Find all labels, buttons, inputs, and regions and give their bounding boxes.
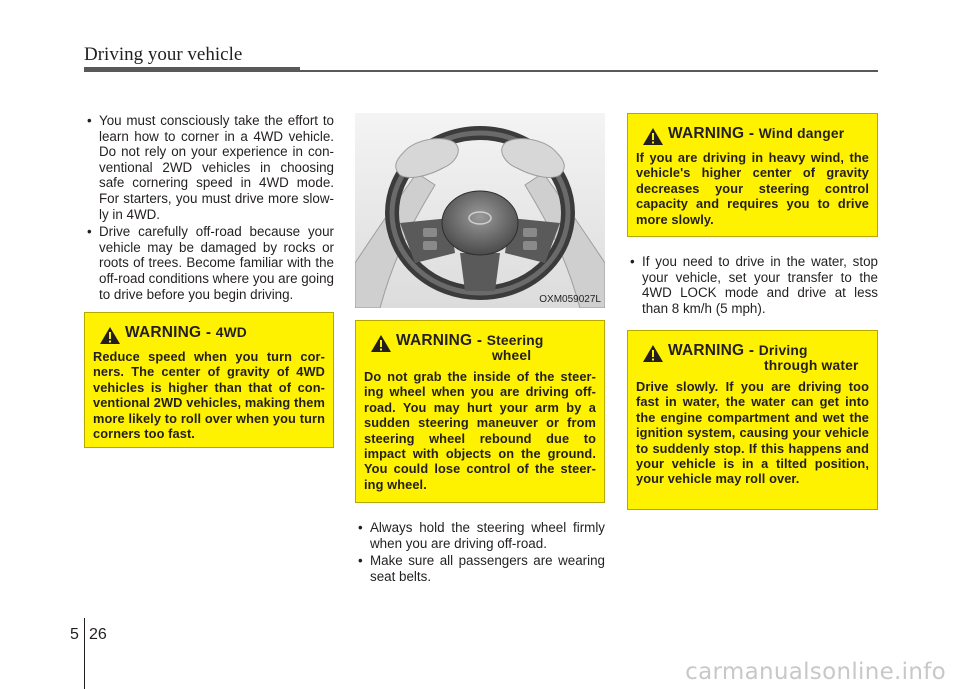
warning-title: WARNING - Wind danger <box>668 125 845 142</box>
warning-box-wind-danger <box>627 113 878 237</box>
image-code-label: OXM059027L <box>539 294 601 305</box>
steering-wheel-illustration <box>355 113 605 308</box>
footer-divider <box>84 618 85 689</box>
warning-title: WARNING - Driving through water <box>668 342 859 374</box>
warning-box-driving-through-water <box>627 330 878 510</box>
warning-body: Do not grab the inside of the steer-ing wheel when you are driving off-road. You may hurt your arm by a sudden steering maneuver or from steering wheel rebound due to impact with objects on the ground. You could lose control of the steer-ing wheel. <box>364 369 596 492</box>
warning-box-steering-wheel <box>355 320 605 503</box>
section-number: 5 <box>70 626 79 643</box>
bullet-item: • Always hold the steering wheel firmly when you are driving off-road. <box>355 520 605 551</box>
page-header-title: Driving your vehicle <box>84 44 243 65</box>
warning-body: Reduce speed when you turn cor-ners. The center of gravity of 4WD vehicles is higher than that of con-ventional 2WD vehicles, making them more likely to roll over when you turn corners too fast. <box>93 349 325 442</box>
warning-body: Drive slowly. If you are driving too fast in water, the water can get into the engine compartment and wet the ignition system, causing your vehicle to suddenly stop. If this happens and your vehicle is in a tilted position, your vehicle may roll over. <box>636 379 869 487</box>
page-number: 26 <box>89 626 107 643</box>
header-rule <box>300 70 878 72</box>
warning-header <box>364 321 596 369</box>
steering-wheel-image <box>355 113 605 308</box>
bullet-item: • Drive carefully off-road because your vehicle may be damaged by rocks or roots of trees. Become familiar with the off-road conditions where you are going to drive before you begin driving. <box>84 224 334 302</box>
warning-title: WARNING - Steering wheel <box>396 332 544 364</box>
warning-box-4wd <box>84 312 334 448</box>
watermark: carmanualsonline.info <box>685 659 946 685</box>
warning-header <box>636 331 869 379</box>
bullet-item: • You must consciously take the effort to learn how to corner in a 4WD vehicle. Do not rely on your experience in con-ventional 2WD vehicles in choosing safe cornering speed in 4WD mode. For starters, you must drive more slow-ly in 4WD. <box>84 113 334 222</box>
warning-body: If you are driving in heavy wind, the vehicle's higher center of gravity decreases your steering control capacity and requires you to drive more slowly. <box>636 150 869 227</box>
right-column <box>627 254 878 318</box>
warning-triangle-icon <box>371 335 391 352</box>
warning-triangle-icon <box>643 128 663 145</box>
bullet-item: • If you need to drive in the water, stop your vehicle, set your transfer to the 4WD LOCK mode and drive at less than 8 km/h (5 mph). <box>627 254 878 316</box>
left-column <box>84 113 334 304</box>
middle-column <box>355 520 605 586</box>
warning-triangle-icon <box>100 327 120 344</box>
warning-header <box>93 313 325 349</box>
warning-triangle-icon <box>643 345 663 362</box>
header-bar <box>84 67 300 72</box>
warning-title: WARNING - 4WD <box>125 324 247 341</box>
bullet-item: • Make sure all passengers are wearing seat belts. <box>355 553 605 584</box>
warning-header <box>636 114 869 150</box>
